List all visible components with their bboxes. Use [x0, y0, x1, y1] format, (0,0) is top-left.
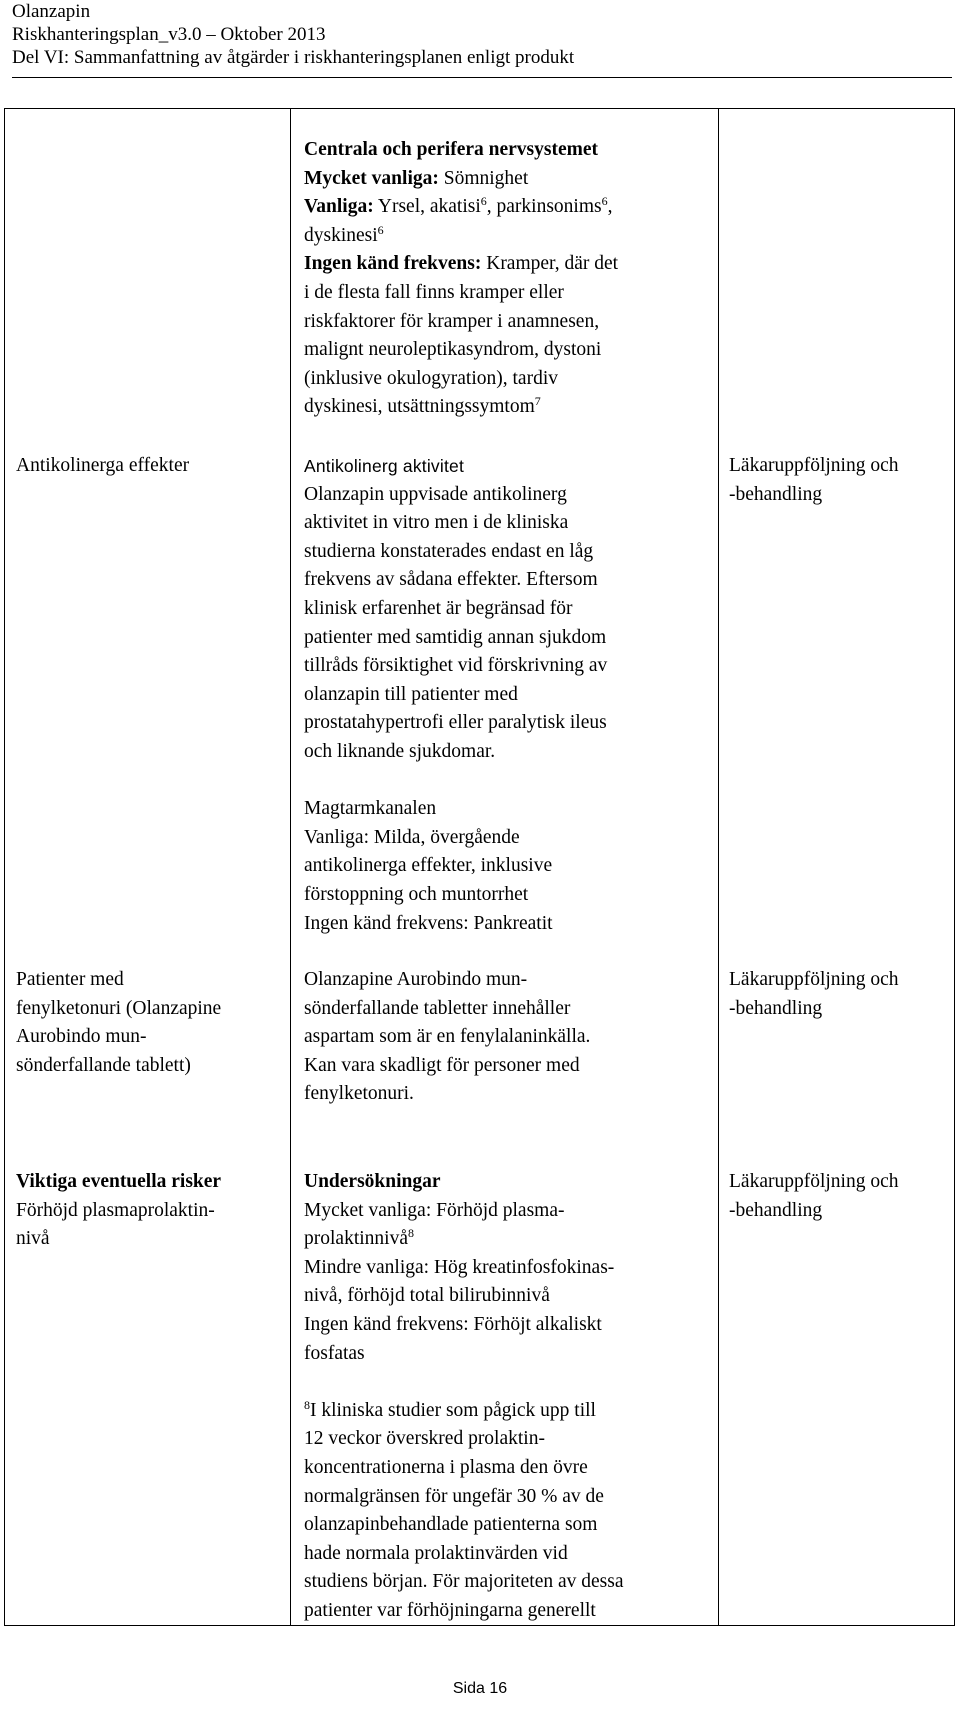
text-line: riskfaktorer för kramper i anamnesen,	[304, 310, 600, 332]
text-line: -behandling	[729, 483, 823, 505]
document-header	[12, 0, 950, 69]
text-line	[304, 222, 618, 251]
text-line: klinisk erfarenhet är begränsad för	[304, 597, 573, 619]
text-run: I kliniska studier som pågick upp till	[310, 1399, 596, 1421]
text-line: normalgränsen för ungefär 30 % av de	[304, 1485, 604, 1507]
text-line: Ingen känd frekvens: Förhöjt alkaliskt	[304, 1313, 602, 1335]
text-line: fenylketonuri.	[304, 1083, 414, 1105]
text-line	[304, 767, 607, 796]
header-version: Riskhanteringsplan_v3.0 – Oktober 2013	[12, 24, 326, 45]
text-line: Ingen känd frekvens: Pankreatit	[304, 912, 553, 934]
text-line	[304, 1225, 624, 1254]
row-2-action	[729, 966, 899, 1023]
text-line: Olanzapin uppvisade antikolinerg	[304, 483, 567, 505]
text-line: sönderfallande tabletter innehåller	[304, 997, 571, 1019]
text-line: Läkaruppföljning och	[729, 1171, 899, 1192]
header-section: Del VI: Sammanfattning av åtgärder i riskhanteringsplanen enligt produkt	[12, 47, 575, 68]
row-3-risk	[16, 1168, 221, 1254]
text-line: i de flesta fall finns kramper eller	[304, 281, 564, 303]
text-run: dyskinesi	[304, 224, 378, 246]
text-line: patienter var förhöjningarna generellt	[304, 1599, 596, 1621]
text-line: förstoppning och muntorrhet	[304, 883, 529, 905]
text-line: hade normala prolaktinvärden vid	[304, 1542, 568, 1564]
text-line: Antikolinerga effekter	[16, 455, 190, 476]
text-line: patienter med samtidig annan sjukdom	[304, 626, 607, 648]
risk-table	[4, 108, 955, 1626]
text-line: aspartam som är en fenylalaninkälla.	[304, 1026, 591, 1048]
label-bold: Mycket vanliga:	[304, 167, 439, 189]
text-line: -behandling	[729, 1199, 823, 1221]
footnote-ref: 6	[480, 194, 487, 209]
text-line: frekvens av sådana effekter. Eftersom	[304, 569, 598, 591]
text-line: malignt neuroleptikasyndrom, dystoni	[304, 339, 602, 361]
text-line: fenylketonuri (Olanzapine	[16, 997, 222, 1019]
header-product: Olanzapin	[12, 1, 91, 22]
text-line: Förhöjd plasmaprolaktin-	[16, 1199, 215, 1221]
text-line: Läkaruppföljning och	[729, 455, 899, 476]
text-line: Kan vara skadligt för personer med	[304, 1054, 580, 1076]
text-line: (inklusive okulogyration), tardiv	[304, 367, 558, 389]
text-line: aktivitet in vitro men i de kliniska	[304, 512, 569, 534]
text-line	[304, 165, 618, 194]
text-line: 12 veckor överskred prolaktin-	[304, 1428, 545, 1450]
text-line: sönderfallande tablett)	[16, 1054, 191, 1076]
row-3-action	[729, 1168, 899, 1225]
label-bold: Ingen känd frekvens:	[304, 253, 482, 275]
row-1-action	[729, 452, 899, 509]
footnote-ref: 6	[377, 222, 384, 237]
text-line	[304, 250, 618, 279]
text-line: -behandling	[729, 997, 823, 1019]
text-line: Mycket vanliga: Förhöjd plasma-	[304, 1199, 565, 1221]
text-line	[304, 393, 618, 422]
text-line	[304, 1397, 624, 1426]
text-line: Mindre vanliga: Hög kreatinfosfokinas-	[304, 1256, 615, 1278]
text-line: och liknande sjukdomar.	[304, 740, 496, 762]
text-line: studierna konstaterades endast en låg	[304, 540, 594, 562]
text-line: Patienter med	[16, 969, 124, 990]
text-line: koncentrationerna i plasma den övre	[304, 1456, 588, 1478]
text-line: prostatahypertrofi eller paralytisk ileus	[304, 712, 607, 734]
text-run: ,	[607, 196, 613, 218]
text-line: Viktiga eventuella risker	[16, 1171, 222, 1192]
page-number: Sida 16	[452, 1680, 508, 1697]
header-rule	[12, 77, 952, 78]
text-line: tillråds försiktighet vid förskrivning av	[304, 655, 608, 677]
row-2-risk	[16, 966, 221, 1080]
text-run: Kramper, där det	[481, 253, 619, 275]
row-3-info	[304, 1168, 624, 1626]
row-1-info	[304, 452, 607, 938]
text-line	[304, 193, 618, 222]
text-line: Olanzapine Aurobindo mun-	[304, 969, 528, 990]
text-line: nivå, förhöjd total bilirubinnivå	[304, 1285, 550, 1307]
footnote-ref: 8	[407, 1226, 414, 1241]
row-2-info	[304, 966, 590, 1109]
text-line: Vanliga: Milda, övergående	[304, 826, 520, 848]
text-run: Yrsel, akatisi	[373, 196, 481, 218]
text-line: studiens början. För majoriteten av dessa	[304, 1571, 624, 1593]
footnote-ref: 6	[601, 194, 608, 209]
text-line	[304, 1368, 624, 1397]
text-run: prolaktinnivå	[304, 1228, 408, 1250]
text-line: Undersökningar	[304, 1171, 441, 1192]
text-run: , parkinsonims	[486, 196, 602, 218]
text-line: Antikolinerg aktivitet	[304, 456, 465, 476]
text-line: Magtarmkanalen	[304, 798, 437, 820]
text-line: nivå	[16, 1228, 50, 1250]
text-line: olanzapinbehandlade patienterna som	[304, 1514, 598, 1536]
text-run: Sömnighet	[438, 167, 529, 189]
text-line: Centrala och perifera nervsystemet	[304, 139, 599, 160]
text-line: Läkaruppföljning och	[729, 969, 899, 990]
row-1-risk	[16, 452, 189, 481]
text-line: fosfatas	[304, 1342, 365, 1364]
text-run: dyskinesi, utsättningssymtom	[304, 396, 535, 418]
text-line: Aurobindo mun-	[16, 1026, 147, 1048]
footnote-ref: 7	[534, 394, 541, 409]
footnote-ref: 8	[304, 1397, 310, 1412]
text-line: olanzapin till patienter med	[304, 683, 518, 705]
text-line: antikolinerga effekter, inklusive	[304, 855, 553, 877]
label-bold: Vanliga:	[304, 196, 374, 218]
row-0-info	[304, 136, 618, 422]
